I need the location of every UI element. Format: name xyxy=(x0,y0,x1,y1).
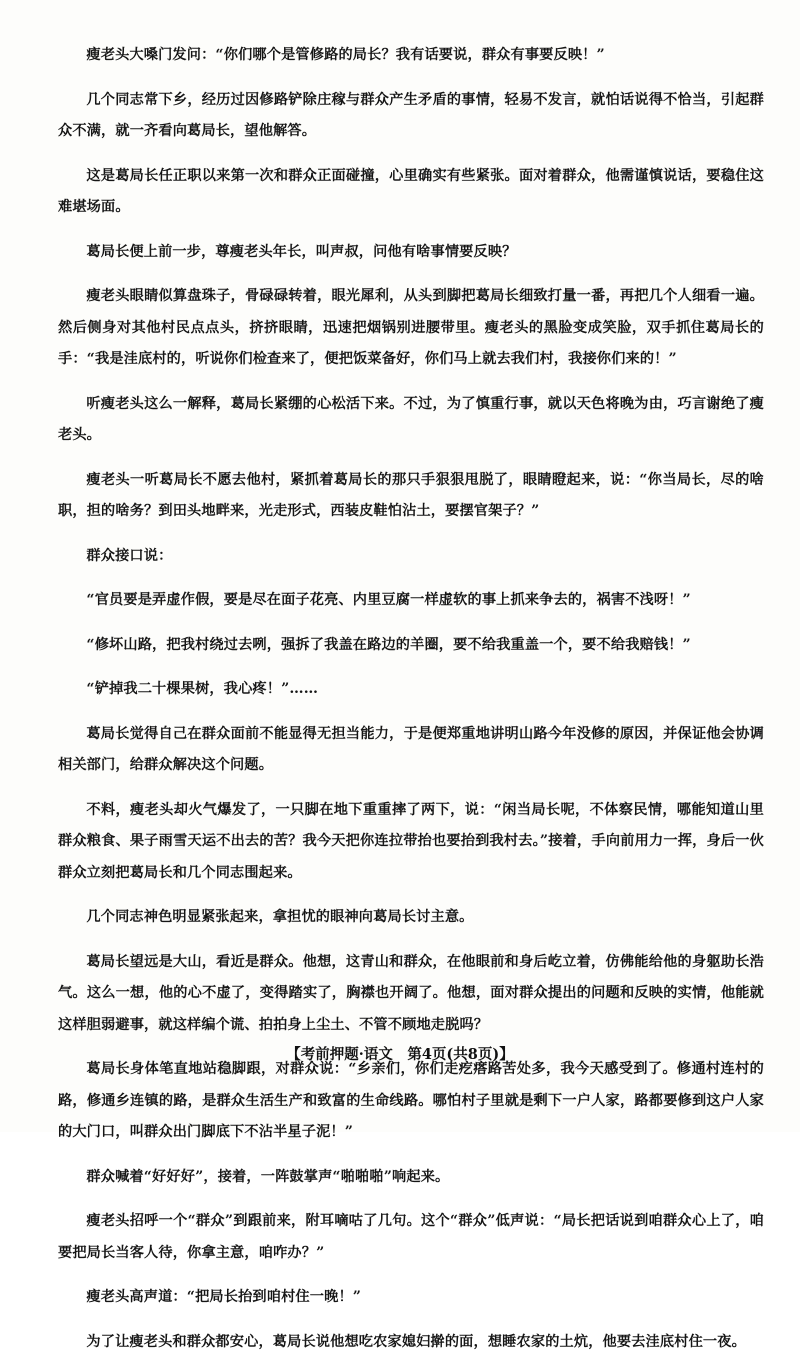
paragraph: 几个同志常下乡，经历过因修路铲除庄稼与群众产生矛盾的事情，轻易不发言，就怕话说得不恰当，引起群众不满，就一齐看向葛局长，望他解答。 xyxy=(58,91,764,139)
paragraph: “铲掉我二十棵果树，我心疼！”…… xyxy=(86,681,319,697)
paragraph: 瘦老头高声道：“把局长抬到咱村住一晚！” xyxy=(86,1289,362,1305)
paragraph: 这是葛局长任正职以来第一次和群众正面碰撞，心里确实有些紧张。面对着群众，他需谨慎说话，要稳住这难堪场面。 xyxy=(58,167,764,215)
paragraph: 几个同志神色明显紧张起来，拿担忧的眼神向葛局长讨主意。 xyxy=(86,909,474,925)
page-footer: 【考前押题·语文 第4页(共8页)】 xyxy=(286,1046,514,1063)
paragraph: “官员要是弄虚作假，要是尽在面子花亮、内里豆腐一样虚软的事上抓来争去的，祸害不浅呀！” xyxy=(86,592,691,608)
paragraph: 群众接口说： xyxy=(86,547,173,564)
paragraph: 葛局长身体笔直地站稳脚跟，对群众说：“乡亲们，你们走疙瘩路苦处多，我今天感受到了。修通村连村的路，修通乡连镇的路，是群众生活生产和致富的生命线路。哪怕村子里就是剩下一户人家，路都要修到这户人家的大门口，叫群众出门脚底下不沾半星子泥！” xyxy=(58,1061,764,1140)
paragraph: “修坏山路，把我村绕过去咧，强拆了我盖在路边的羊圈，要不给我重盖一个，要不给我赔钱！” xyxy=(86,636,691,653)
paragraph: 群众喊着“好好好”，接着，一阵鼓掌声“啪啪啪”响起来。 xyxy=(86,1168,450,1185)
paragraph: 葛局长觉得自己在群众面前不能显得无担当能力，于是便郑重地讲明山路今年没修的原因，并保证他会协调相关部门，给群众解决这个问题。 xyxy=(58,725,764,773)
paragraph: 瘦老头招呼一个“群众”到跟前来，附耳嘀咕了几句。这个“群众”低声说：“局长把话说到咱群众心上了，咱要把局长当客人待，你拿主意，咱咋办？” xyxy=(58,1213,764,1261)
paragraph: 瘦老头一听葛局长不愿去他村，紧抓着葛局长的那只手狠狠甩脱了，眼睛瞪起来，说：“你当局长，尽的啥职，担的啥务？到田头地畔来，光走形式，西装皮鞋怕沾土，要摆官架子？” xyxy=(58,471,764,519)
paragraph: 不料，瘦老头却火气爆发了，一只脚在地下重重摔了两下，说：“闲当局长呢，不体察民情，哪能知道山里群众粮食、果子雨雪天运不出去的苦？我今天把你连拉带抬也要抬到我村去。”接着，手向前用力一挥，身后一伙群众立刻把葛局长和几个同志围起来。 xyxy=(58,801,764,881)
paragraph: 听瘦老头这么一解释，葛局长紧绷的心松活下来。不过，为了慎重行事，就以天色将晚为由，巧言谢绝了瘦老头。 xyxy=(58,395,764,443)
article-body xyxy=(58,40,764,1371)
paragraph: 为了让瘦老头和群众都安心，葛局长说他想吃农家媳妇擀的面，想睡农家的土炕，他要去洼底村住一夜。 xyxy=(86,1333,746,1350)
paragraph: 瘦老头大嗓门发问：“你们哪个是管修路的局长？我有话要说，群众有事要反映！” xyxy=(86,47,605,63)
paragraph: 葛局长望远是大山，看近是群众。他想，这青山和群众，在他眼前和身后屹立着，仿佛能给他的身躯助长浩气。这么一想，他的心不虚了，变得踏实了，胸襟也开阔了。他想，面对群众提出的问题和反映的实情，他能就这样胆弱避事，就这样编个谎、拍拍身上尘土、不管不顾地走脱吗？ xyxy=(58,953,764,1033)
paragraph: 瘦老头眼睛似算盘珠子，骨碌碌转着，眼光犀利，从头到脚把葛局长细致打量一番，再把几个人细看一遍。然后侧身对其他村民点点头，挤挤眼睛，迅速把烟锅别进腰带里。瘦老头的黑脸变成笑脸，双手抓住葛局长的手：“我是洼底村的，听说你们检查来了，便把饭菜备好，你们马上就去我们村，我接你们来的！” xyxy=(58,288,764,367)
paragraph: 葛局长便上前一步，尊瘦老头年长，叫声叔，问他有啥事情要反映？ xyxy=(86,243,517,260)
